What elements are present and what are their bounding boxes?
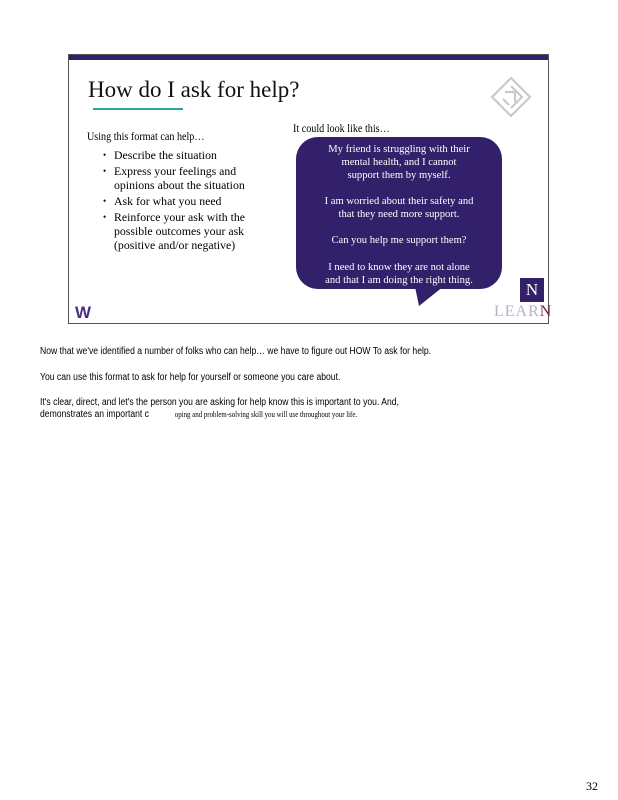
bullet-icon: • bbox=[103, 166, 107, 176]
notes-line: Now that we've identified a number of folks who can help… we have to figure out HOW To ask for help. bbox=[40, 346, 432, 357]
slide-title: How do I ask for help? bbox=[88, 77, 300, 102]
help-format-list bbox=[103, 148, 263, 254]
slide-thumbnail bbox=[68, 54, 553, 324]
slide-top-bar bbox=[69, 55, 548, 60]
title-underline bbox=[93, 108, 183, 110]
notes-line: It's clear, direct, and let's the person you are asking for help know this is important to you. And, bbox=[40, 397, 399, 408]
uw-logo: W bbox=[75, 303, 90, 322]
right-intro-text: It could look like this… bbox=[293, 123, 390, 135]
notes-line: demonstrates an important c oping and problem-solving skill you will use throughout your life. bbox=[40, 409, 358, 420]
speech-bubble bbox=[296, 137, 502, 307]
notes-line: You can use this format to ask for help for yourself or someone you care about. bbox=[40, 372, 341, 383]
list-item: • Ask for what you need bbox=[103, 194, 222, 208]
speech-bubble-body bbox=[296, 137, 502, 289]
bubble-paragraph: My friend is struggling with their mental health, and I cannot support them by myself. bbox=[328, 144, 470, 181]
bubble-paragraph: I need to know they are not alone and that I am doing the right thing. bbox=[325, 262, 473, 286]
left-intro-text: Using this format can help… bbox=[87, 131, 205, 143]
learn-logo: LEARN bbox=[494, 303, 553, 320]
bubble-paragraph: I am worried about their safety and that they need more support. bbox=[324, 196, 474, 220]
bubble-paragraph: Can you help me support them? bbox=[331, 235, 467, 246]
bullet-icon: • bbox=[103, 212, 107, 222]
bullet-icon: • bbox=[103, 150, 107, 160]
diamond-logo-icon bbox=[489, 75, 533, 119]
list-item: • Express your feelings and opinions about the situation bbox=[103, 164, 245, 192]
list-item: • Describe the situation bbox=[103, 148, 217, 162]
list-item: • Reinforce your ask with the possible outcomes your ask (positive and/or negative) bbox=[103, 210, 246, 252]
page-number: 32 bbox=[586, 779, 598, 793]
bullet-icon: • bbox=[103, 196, 107, 206]
n-logo-box: N bbox=[520, 278, 544, 302]
